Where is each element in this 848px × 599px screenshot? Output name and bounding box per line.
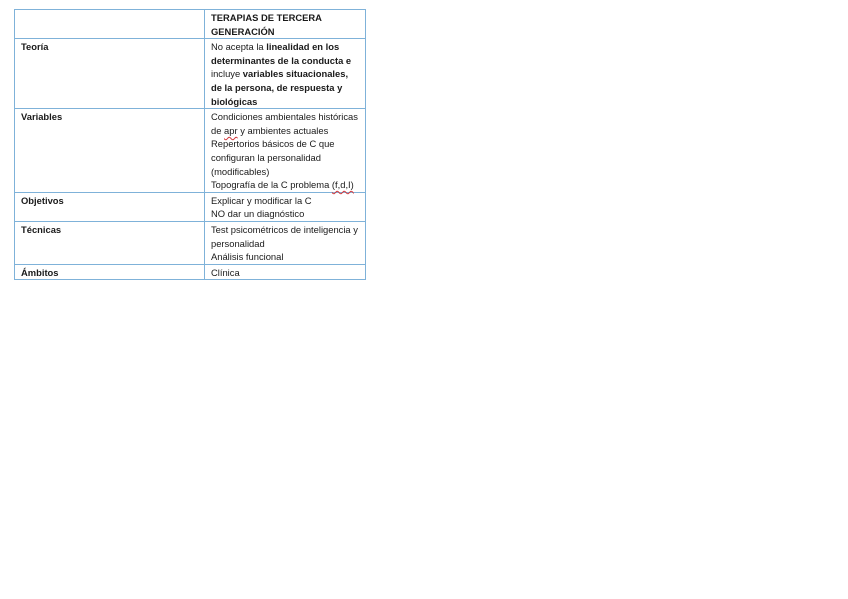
spellcheck-word-apr: apr [224, 124, 238, 136]
table-row-ambitos [15, 264, 366, 280]
teoria-text-bold-1: linealidad en los determinantes de la conducta e [211, 41, 352, 66]
row-label-tecnicas: Técnicas [15, 221, 205, 264]
teoria-text-plain-2: incluye [211, 68, 243, 80]
row-label-variables: Variables [15, 109, 205, 193]
row-label-ambitos: Ámbitos [15, 264, 205, 280]
cell-teoria [205, 39, 366, 109]
variables-line-3-text: Topografía de la C problema [211, 179, 332, 191]
variables-line-3 [211, 178, 361, 192]
teoria-text-plain-1: No acepta la [211, 41, 267, 53]
tecnicas-line-2: Análisis funcional [211, 251, 284, 263]
tecnicas-line-1: Test psicométricos de inteligencia y personalidad [211, 223, 358, 249]
table-row-tecnicas [15, 221, 366, 264]
cell-ambitos: Clínica [205, 264, 366, 280]
column-header-third-generation: TERAPIAS DE TERCERA GENERACIÓN [205, 10, 366, 39]
variables-line-1 [211, 110, 361, 137]
table-row-teoria [15, 39, 366, 109]
row-label-objetivos: Objetivos [15, 192, 205, 221]
cell-objetivos [205, 192, 366, 221]
row-label-teoria: Teoría [15, 39, 205, 109]
variables-line-1-text-b: y ambientes actuales [237, 124, 329, 136]
cell-variables [205, 109, 366, 193]
cell-tecnicas [205, 221, 366, 264]
therapy-comparison-table [14, 9, 366, 280]
header-empty-cell [15, 10, 205, 39]
table-header-row [15, 10, 366, 39]
objetivos-line-1: Explicar y modificar la C [211, 194, 312, 206]
table-row-variables [15, 109, 366, 193]
spellcheck-word-fdi: (f,d,I) [331, 179, 354, 191]
teoria-text-bold-2: variables situacionales, de la persona, de respuesta y biológicas [211, 68, 349, 107]
objetivos-line-2: NO dar un diagnóstico [211, 208, 305, 220]
table-row-objetivos [15, 192, 366, 221]
variables-line-2: Repertorios básicos de C que configuran la personalidad (modificables) [211, 138, 335, 177]
variables-line-1-text-a: Condiciones ambientales históricas de [211, 111, 358, 136]
